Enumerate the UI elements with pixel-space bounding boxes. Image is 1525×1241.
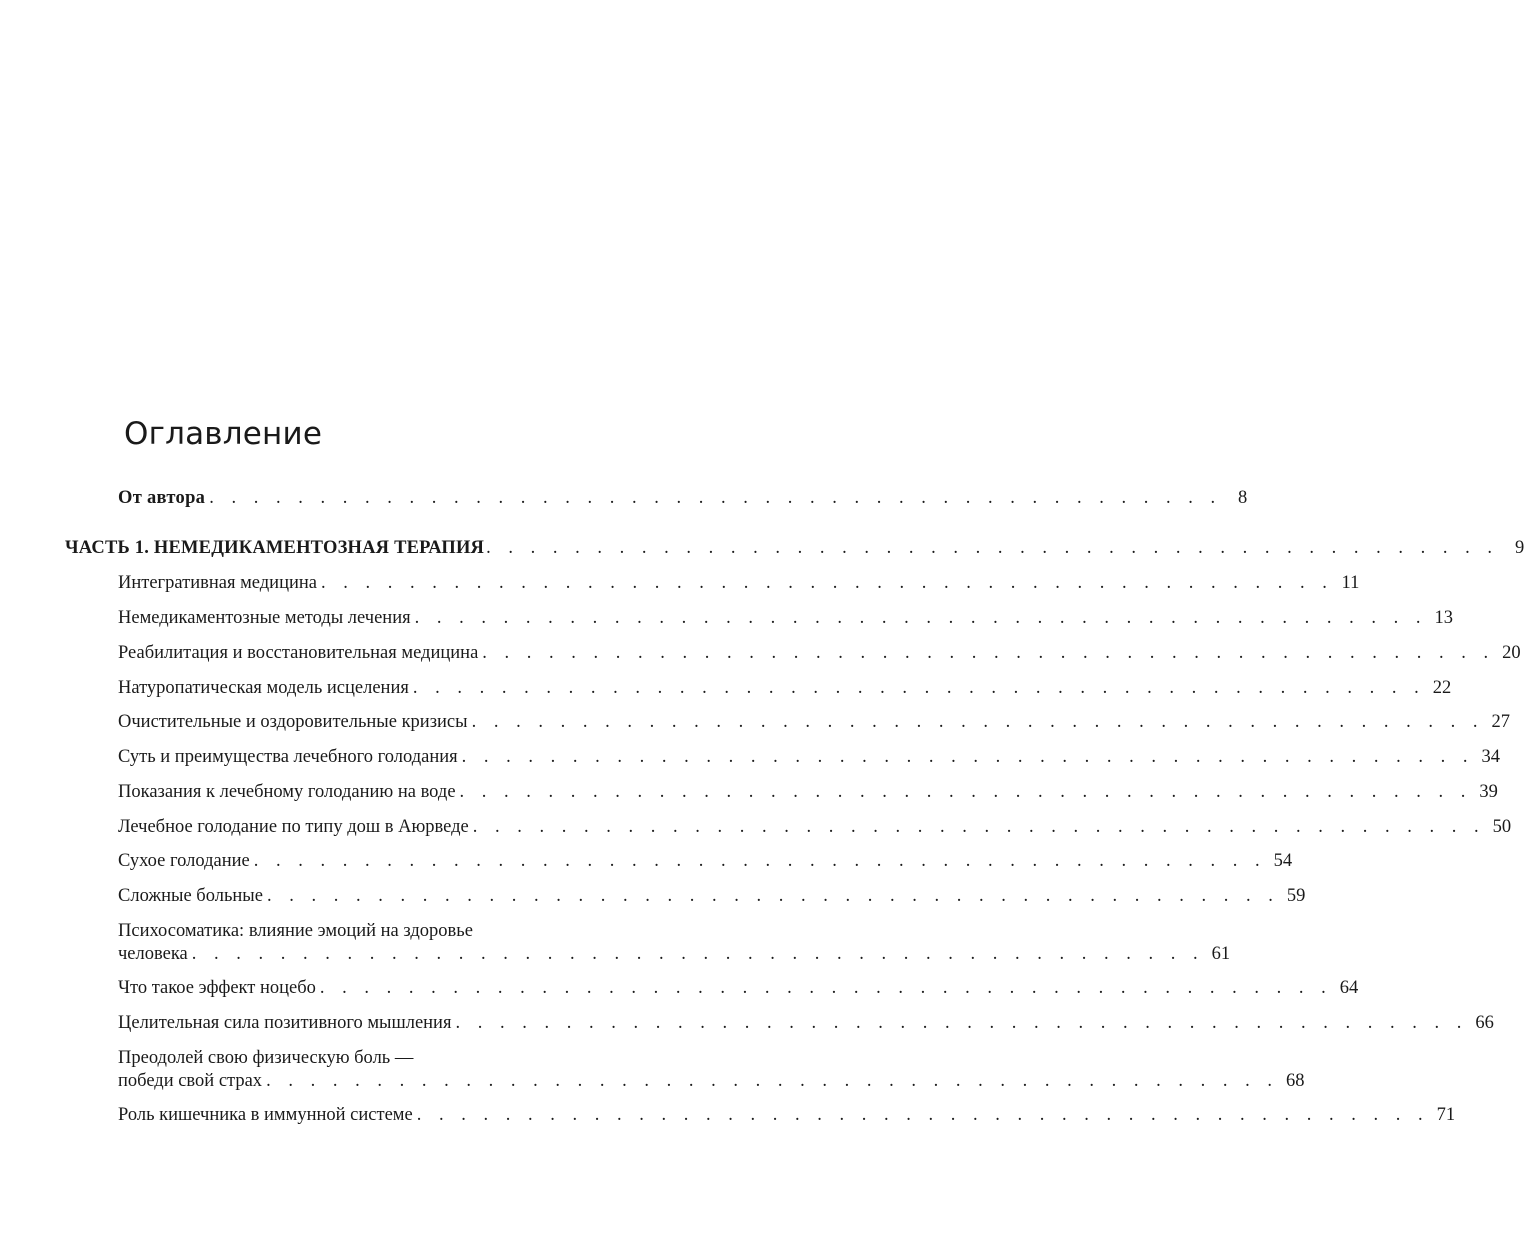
- dot-leader: . . . . . . . . . . . . . . . . . . . . . . . . . . . . . . . . . . . . . . . . . . . . . .: [319, 978, 1333, 998]
- toc-entry-label: Показания к лечебному голоданию на воде: [118, 782, 456, 802]
- toc-entry-part-1[interactable]: [65, 537, 1525, 560]
- toc-entry-label-line1: Преодолей свою физическую боль —: [118, 1048, 414, 1068]
- toc-entry[interactable]: [118, 677, 1452, 700]
- toc-entry-page: 50: [1492, 817, 1512, 837]
- toc-entry-label: Целительная сила позитивного мышления: [118, 1013, 452, 1033]
- toc-entry-page: 71: [1436, 1105, 1456, 1125]
- dot-leader: . . . . . . . . . . . . . . . . . . . . . . . . . . . . . . . . . . . . . . . . . . . . . .: [461, 747, 1475, 767]
- toc-entry[interactable]: [118, 746, 1501, 769]
- toc-entry-page: 13: [1434, 608, 1453, 628]
- toc-entry-label: Реабилитация и восстановительная медицина: [118, 643, 479, 663]
- toc-entry-page: 66: [1475, 1013, 1494, 1033]
- toc-entry[interactable]: [118, 711, 1510, 734]
- dot-leader: . . . . . . . . . . . . . . . . . . . . . . . . . . . . . . . . . . . . . . . . . . . . . .: [414, 608, 1427, 628]
- toc-entry[interactable]: [118, 642, 1521, 665]
- dot-leader: . . . . . . . . . . . . . . . . . . . . . . . . . . . . . . . . . . . . . . . . . . . . . .: [253, 851, 1267, 871]
- toc-entry-page: 61: [1211, 944, 1231, 964]
- dot-leader: . . . . . . . . . . . . . . . . . . . . . . . . . . . . . . . . . . . . . . . . . . . . . .: [191, 944, 1205, 964]
- toc-part-label: ЧАСТЬ 1. НЕМЕДИКАМЕНТОЗНАЯ ТЕРАПИЯ: [65, 538, 485, 558]
- toc-entry-page: 20: [1502, 643, 1521, 663]
- toc-entry[interactable]: [118, 850, 1293, 873]
- toc-entry[interactable]: [118, 1012, 1494, 1035]
- toc-entry[interactable]: [118, 607, 1453, 630]
- dot-leader: . . . . . . . . . . . . . . . . . . . . . . . . . . . . . . . . . . . . . . . . . . . . . .: [209, 488, 1222, 508]
- toc-entry-page: 68: [1285, 1071, 1305, 1091]
- page-title: Оглавление: [124, 416, 323, 452]
- toc-entry-label: Интегративная медицина: [118, 573, 317, 593]
- dot-leader: . . . . . . . . . . . . . . . . . . . . . . . . . . . . . . . . . . . . . . . . . . . . . .: [266, 1071, 1279, 1091]
- dot-leader: . . . . . . . . . . . . . . . . . . . . . . . . . . . . . . . . . . . . . . . . . . . . . .: [416, 1105, 1430, 1125]
- dot-leader: . . . . . . . . . . . . . . . . . . . . . . . . . . . . . . . . . . . . . . . . . . . . . .: [455, 1013, 1468, 1033]
- toc-entry[interactable]: [118, 816, 1512, 839]
- dot-leader: . . . . . . . . . . . . . . . . . . . . . . . . . . . . . . . . . . . . . . . . . . . . . .: [459, 782, 1472, 802]
- toc-entry-label-line1: Психосоматика: влияние эмоций на здоровье: [118, 921, 473, 941]
- toc-entry-label: Натуропатическая модель исцеления: [118, 678, 409, 698]
- toc-entry-label: Сложные больные: [118, 886, 263, 906]
- toc-entry-label: Очистительные и оздоровительные кризисы: [118, 712, 468, 732]
- toc-entry[interactable]: [118, 977, 1359, 1000]
- dot-leader: . . . . . . . . . . . . . . . . . . . . . . . . . . . . . . . . . . . . . . . . . . . . . .: [486, 538, 1499, 558]
- toc-entry-page: 22: [1432, 678, 1452, 698]
- toc-entry-label: Лечебное голодание по типу дош в Аюрведе: [118, 817, 469, 837]
- toc-entry-page: 64: [1339, 978, 1359, 998]
- toc-entry-label: Что такое эффект ноцебо: [118, 978, 316, 998]
- toc-entry-label-line2: человека: [118, 944, 188, 964]
- toc-entry[interactable]: [118, 572, 1360, 595]
- toc-entry[interactable]: [118, 1047, 1305, 1093]
- toc-entry-page: 54: [1273, 851, 1293, 871]
- dot-leader: . . . . . . . . . . . . . . . . . . . . . . . . . . . . . . . . . . . . . . . . . . . . . .: [266, 886, 1280, 906]
- toc-entry-label: Немедикаментозные методы лечения: [118, 608, 411, 628]
- toc-entry[interactable]: [118, 1104, 1456, 1127]
- toc-entry-page: 59: [1286, 886, 1306, 906]
- toc-entry-page: 39: [1479, 782, 1498, 802]
- toc-entry-page: 34: [1481, 747, 1501, 767]
- dot-leader: . . . . . . . . . . . . . . . . . . . . . . . . . . . . . . . . . . . . . . . . . . . . . .: [472, 817, 1486, 837]
- dot-leader: . . . . . . . . . . . . . . . . . . . . . . . . . . . . . . . . . . . . . . . . . . . . . .: [412, 678, 1426, 698]
- dot-leader: . . . . . . . . . . . . . . . . . . . . . . . . . . . . . . . . . . . . . . . . . . . . . .: [321, 573, 1334, 593]
- toc-entry-label: Сухое голодание: [118, 851, 250, 871]
- toc-entry-page: 9: [1515, 538, 1525, 558]
- toc-entry-page: 8: [1238, 488, 1248, 508]
- toc-entry-page: 27: [1491, 712, 1510, 732]
- dot-leader: . . . . . . . . . . . . . . . . . . . . . . . . . . . . . . . . . . . . . . . . . . . . . .: [482, 643, 1495, 663]
- toc-entry-label: От автора: [118, 488, 206, 508]
- toc-entry[interactable]: [118, 781, 1498, 804]
- toc-entry[interactable]: [118, 920, 1231, 966]
- toc-entry-label-line2: победи свой страх: [118, 1071, 263, 1091]
- toc-entry-label: Роль кишечника в иммунной системе: [118, 1105, 413, 1125]
- toc-entry[interactable]: [118, 885, 1306, 908]
- toc-entry-label: Суть и преимущества лечебного голодания: [118, 747, 458, 767]
- toc-entry-from-author[interactable]: [118, 487, 1248, 510]
- dot-leader: . . . . . . . . . . . . . . . . . . . . . . . . . . . . . . . . . . . . . . . . . . . . . .: [471, 712, 1484, 732]
- toc-entry-page: 11: [1341, 573, 1360, 593]
